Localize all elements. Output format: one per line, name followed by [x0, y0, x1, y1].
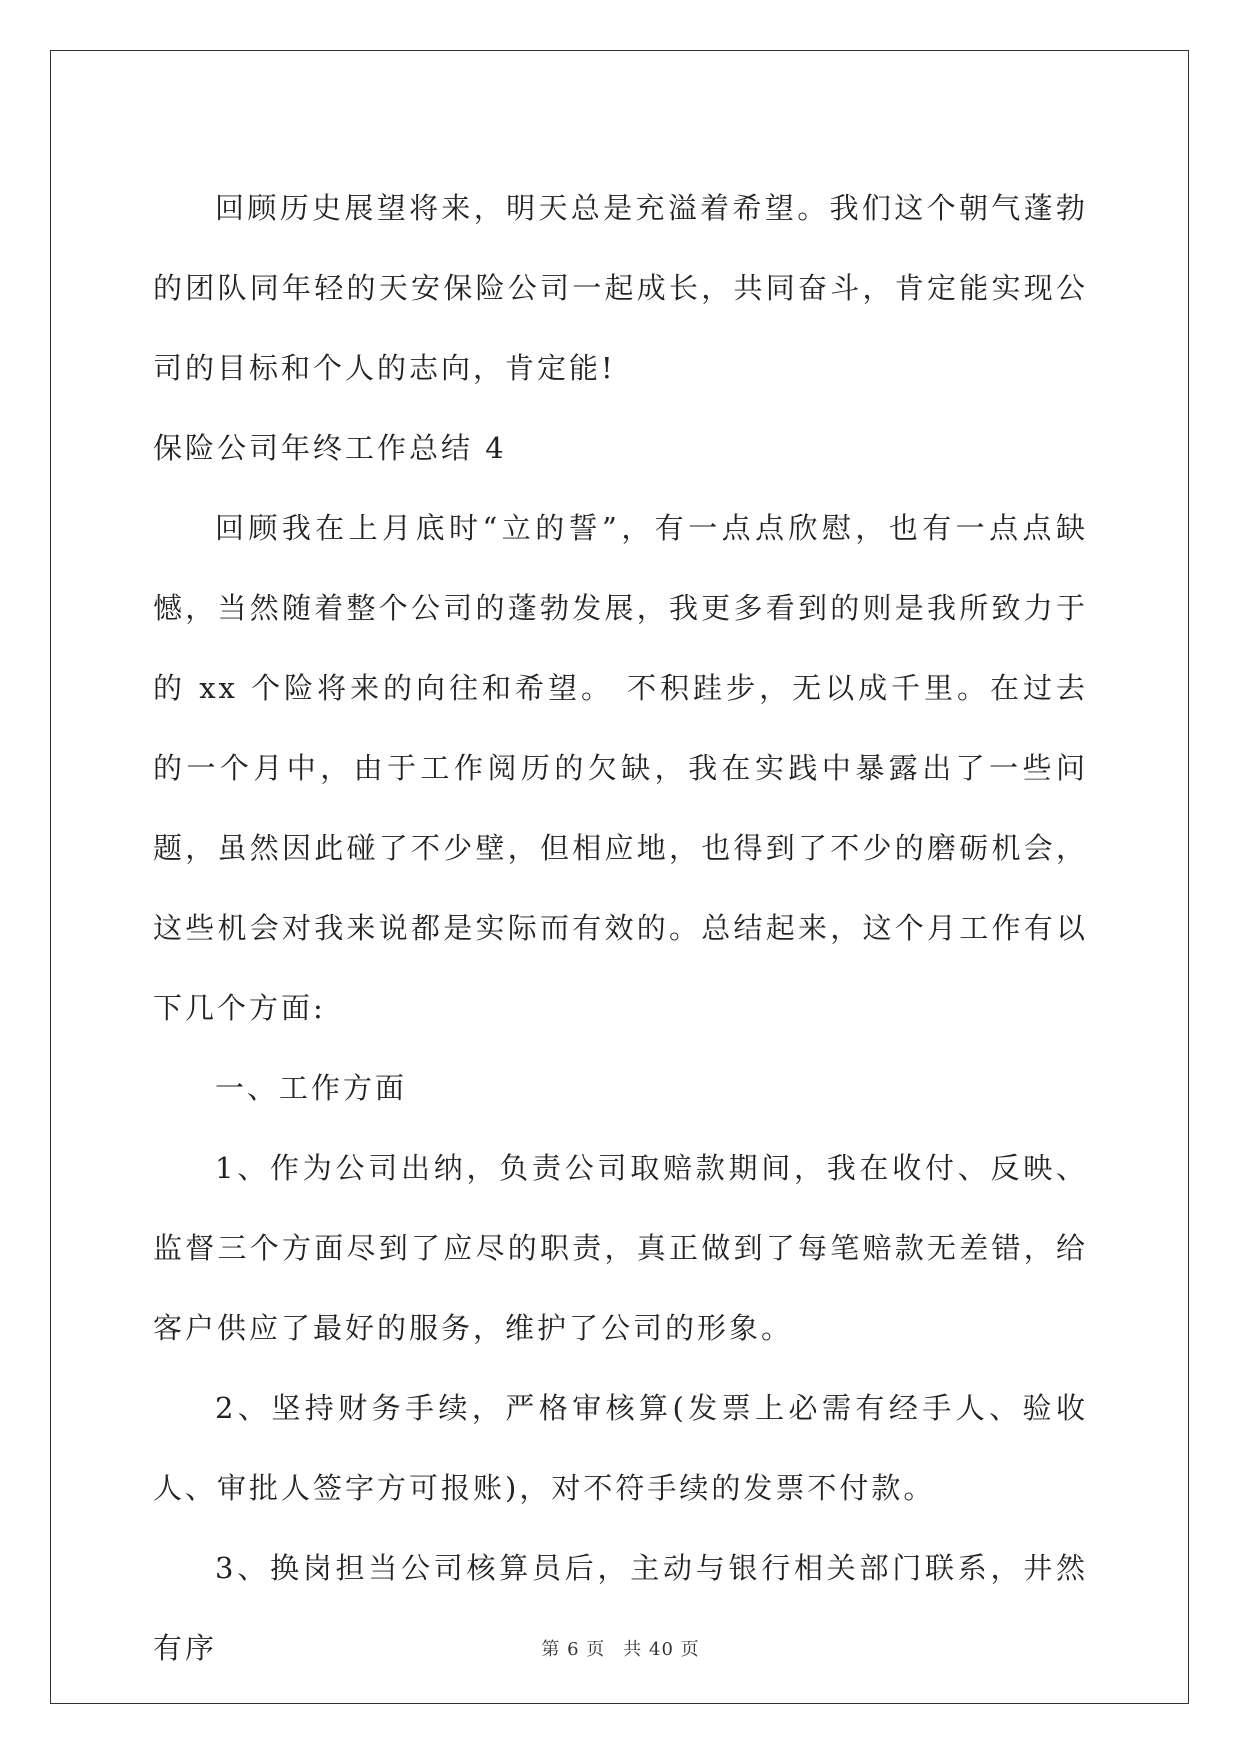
- document-body: [153, 168, 1088, 1688]
- list-item-3: 3、换岗担当公司核算员后，主动与银行相关部门联系，井然有序: [153, 1551, 1088, 1665]
- page-total: 共 40 页: [623, 1639, 700, 1660]
- paragraph-closing: 回顾历史展望将来，明天总是充溢着希望。我们这个朝气蓬勃的团队同年轻的天安保险公司一起成长，共同奋斗，肯定能实现公司的目标和个人的志向，肯定能!: [153, 191, 1088, 385]
- page-number: 第 6 页: [541, 1639, 606, 1660]
- list-item-2: 2、坚持财务手续，严格审核算(发票上必需有经手人、验收人、审批人签字方可报账)，对不符手续的发票不付款。: [153, 1391, 1088, 1505]
- list-item-1: 1、作为公司出纳，负责公司取赔款期间，我在收付、反映、监督三个方面尽到了应尽的职责，真正做到了每笔赔款无差错，给客户供应了最好的服务，维护了公司的形象。: [153, 1151, 1088, 1345]
- subheading-work: 一、工作方面: [215, 1071, 408, 1105]
- section-heading: 保险公司年终工作总结 4: [153, 431, 507, 465]
- paragraph-intro: 回顾我在上月底时“立的誓”，有一点点欣慰，也有一点点缺憾，当然随着整个公司的蓬勃发展，我更多看到的则是我所致力于的 xx 个险将来的向往和希望。 不积跬步，无以成千里。在过去的一个月中，由于工作阅历的欠缺，我在实践中暴露出了一些问题，虽然因此碰了不少壁，但相应地，也得到了不少的磨砺机会，这些机会对我来说都是实际而有效的。总结起来，这个月工作有以下几个方面:: [153, 511, 1088, 1025]
- page-footer: [0, 1635, 1241, 1661]
